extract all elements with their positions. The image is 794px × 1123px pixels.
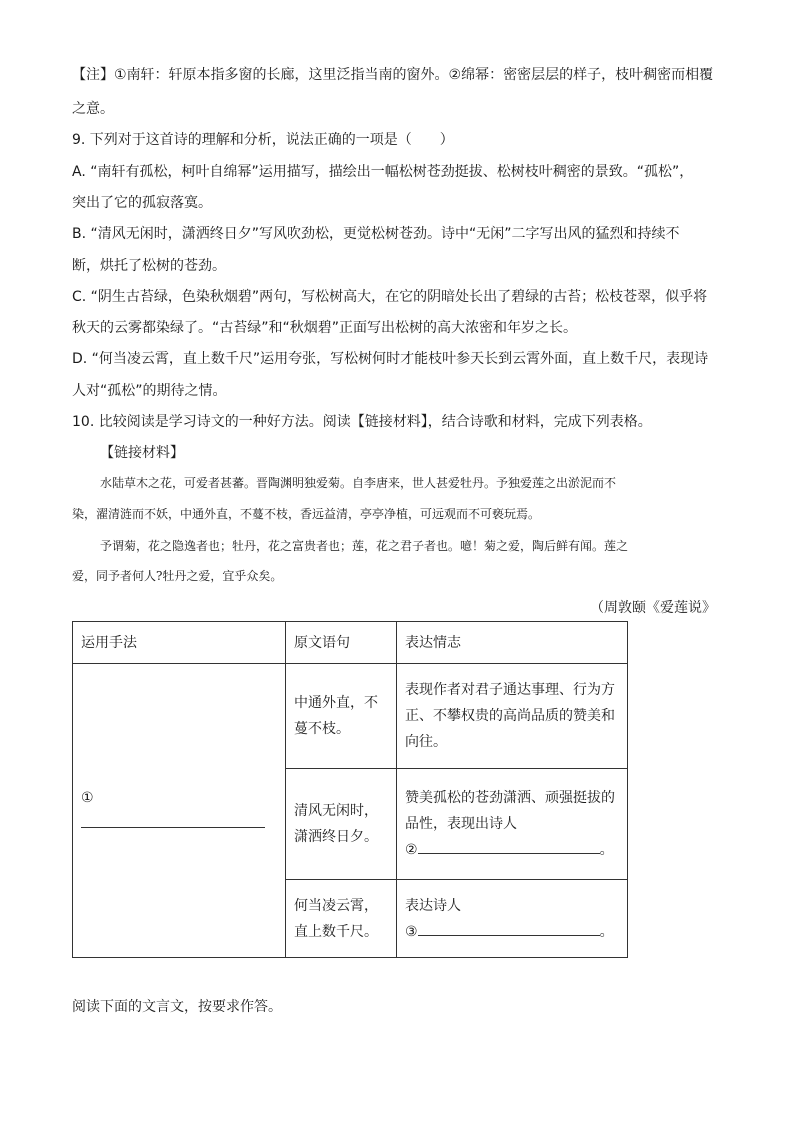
quote-line: 蔓不枝。 [294, 721, 350, 737]
feeling-cell [397, 880, 628, 958]
quote-cell [286, 664, 397, 769]
feeling-blank-line [405, 837, 619, 863]
quote-line: 何当凌云霄， [294, 897, 378, 914]
feeling-line: 正、不攀权贵的高尚品质的赞美和 [405, 708, 615, 724]
q9-option-d-line-2: 人对“孤松”的期待之情。 [72, 383, 227, 399]
material-p1-line-2: 染，濯清涟而不妖，中通外直，不蔓不枝，香远益清，亭亭净植，可远观而不可亵玩焉。 [72, 507, 541, 521]
table-row [73, 664, 628, 769]
blank-1[interactable] [81, 811, 265, 828]
blank-2-label: ② [405, 842, 418, 858]
q9-option-a-line-2: 突出了它的孤寂落寞。 [72, 195, 212, 211]
feeling-line: 品性，表现出诗人 [405, 816, 517, 832]
answer-table [72, 621, 628, 958]
material-p2-line-1: 予谓菊，花之隐逸者也；牡丹，花之富贵者也；莲，花之君子者也。噫！菊之爱，陶后鲜有闻。莲之 [100, 539, 629, 553]
header-method: 运用手法 [73, 622, 286, 664]
method-answer-cell[interactable] [73, 664, 286, 958]
material-title: 【链接材料】 [100, 445, 184, 461]
quote-cell [286, 880, 397, 958]
q9-stem: 9. 下列对于这首诗的理解和分析，说法正确的一项是（ ） [72, 132, 454, 148]
quote-line: 中通外直，不 [294, 695, 378, 711]
feeling-blank-line [405, 919, 619, 945]
blank-2[interactable] [418, 837, 600, 854]
blank-1-label: ① [81, 789, 94, 806]
blank-3[interactable] [418, 919, 600, 936]
period: 。 [599, 923, 614, 940]
quote-cell [286, 769, 397, 880]
q10-stem: 10. 比较阅读是学习诗文的一种好方法。阅读【链接材料】，结合诗歌和材料，完成下列表格。 [72, 414, 652, 430]
table-header-row [73, 622, 628, 664]
q9-option-b-line-1: B. “清风无闲时，潇洒终日夕”写风吹劲松，更觉松树苍劲。诗中“无闲”二字写出风的猛烈和持续不 [72, 226, 680, 242]
header-quote: 原文语句 [286, 622, 397, 664]
next-section-instruction: 阅读下面的文言文，按要求作答。 [72, 999, 282, 1015]
q9-option-d-line-1: D. “何当凌云霄，直上数千尺”运用夸张，写松树何时才能枝叶参天长到云霄外面，直上数千尺，表现诗 [72, 351, 709, 367]
period: 。 [599, 842, 614, 858]
feeling-cell [397, 769, 628, 880]
feeling-line: 表达诗人 [405, 897, 461, 914]
header-feeling: 表达情志 [397, 622, 628, 664]
feeling-cell [397, 664, 628, 769]
feeling-line: 赞美孤松的苍劲潇洒、顽强挺拔的 [405, 790, 615, 806]
material-source: （周敦颐《爱莲说》 [590, 600, 716, 616]
material-p2-line-2: 爱，同予者何人?牡丹之爱，宜乎众矣。 [72, 569, 283, 583]
quote-line: 清风无闲时， [294, 803, 378, 819]
q9-option-c-line-1: C. “阴生古苔绿，色染秋烟碧”两句，写松树高大，在它的阴暗处长出了碧绿的古苔；松枝苍翠，似乎将 [72, 289, 708, 305]
blank-3-label: ③ [405, 923, 418, 940]
feeling-line: 表现作者对君子通达事理、行为方 [405, 682, 615, 698]
feeling-line: 向往。 [405, 734, 447, 750]
q9-option-c-line-2: 秋天的云雾都染绿了。“古苔绿”和“秋烟碧”正面写出松树的高大浓密和年岁之长。 [72, 320, 578, 336]
note-line-2: 之意。 [72, 101, 114, 117]
quote-line: 直上数千尺。 [294, 923, 378, 940]
note-line-1: 【注】①南轩：轩原本指多窗的长廊，这里泛指当南的窗外。②绵幂：密密层层的样子，枝叶稠密而相覆 [72, 67, 714, 83]
quote-line: 潇洒终日夕。 [294, 829, 378, 845]
material-p1-line-1: 水陆草木之花，可爱者甚蕃。晋陶渊明独爱菊。自李唐来，世人甚爱牡丹。予独爱莲之出淤泥而不 [100, 476, 617, 490]
q9-option-b-line-2: 断，烘托了松树的苍劲。 [72, 258, 226, 274]
q9-option-a-line-1: A. “南轩有孤松，柯叶自绵幂”运用描写，描绘出一幅松树苍劲挺拔、松树枝叶稠密的景致。“孤松”， [72, 164, 694, 180]
